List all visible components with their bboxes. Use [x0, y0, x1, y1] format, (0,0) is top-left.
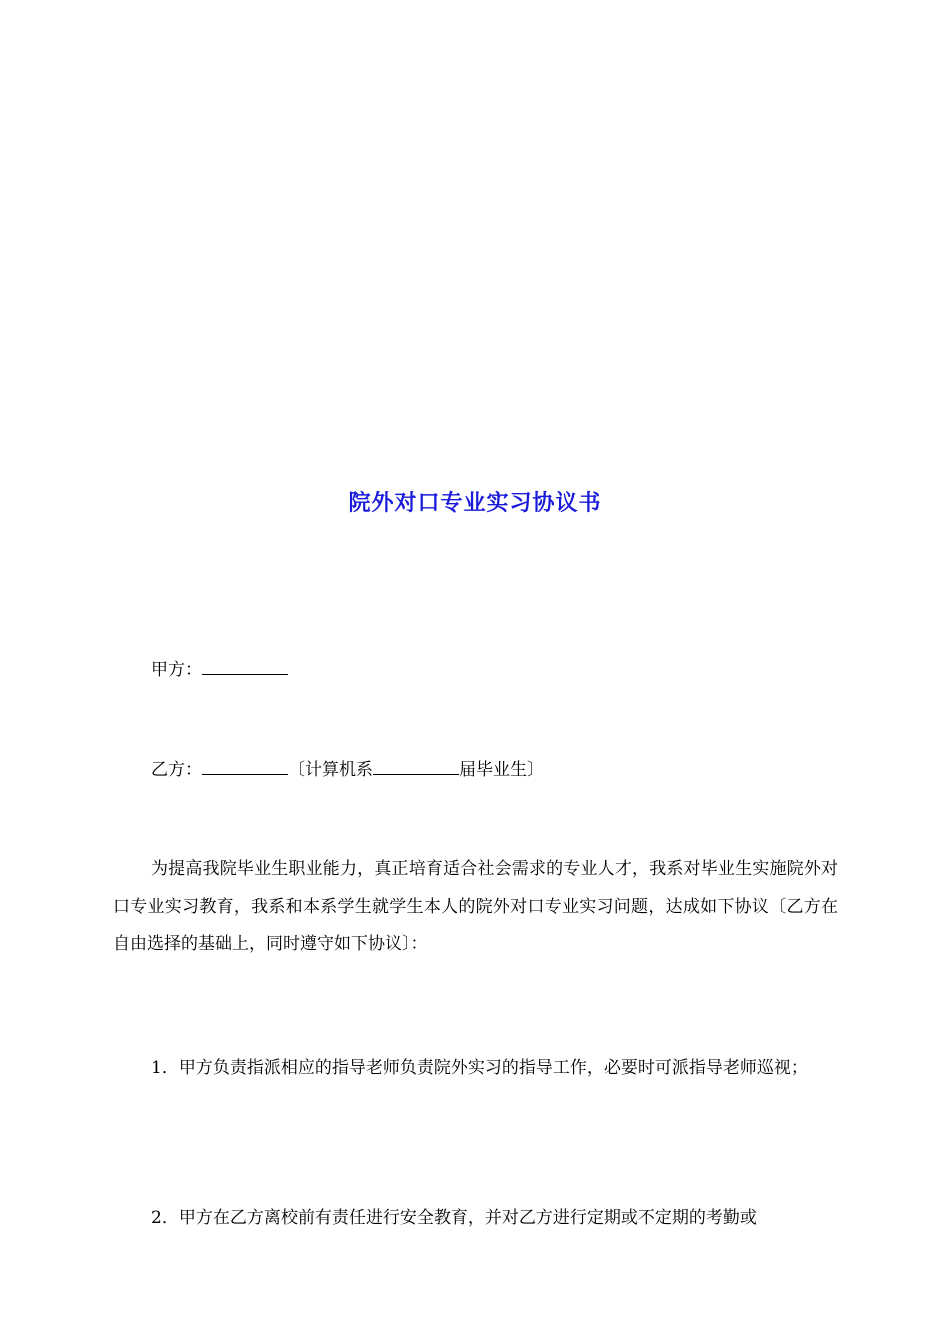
clause-1-paragraph: 1．甲方负责指派相应的指导老师负责院外实习的指导工作，必要时可派指导老师巡视； — [151, 1058, 808, 1078]
party-b-blank — [202, 758, 288, 775]
party-a-label: 甲方： — [151, 660, 202, 680]
party-b-label: 乙方： — [151, 760, 202, 780]
document-title: 院外对口专业实习协议书 — [348, 490, 602, 516]
party-b-line — [151, 758, 544, 782]
party-b-note-close: 届毕业生〕 — [459, 760, 544, 780]
clause-2-paragraph: 2．甲方在乙方离校前有责任进行安全教育，并对乙方进行定期或不定期的考勤或 — [151, 1208, 757, 1228]
intro-paragraph: 为提高我院毕业生职业能力，真正培育适合社会需求的专业人才，我系对毕业生实施院外对口专业实习教育，我系和本系学生就学生本人的院外对口专业实习问题，达成如下协议〔乙方在自由选择的基础上，同时遵守如下协议〕： — [113, 859, 838, 954]
party-a-blank — [202, 658, 288, 675]
graduation-year-blank — [373, 758, 459, 775]
party-a-line — [151, 658, 288, 682]
party-b-note-open: 〔计算机系 — [288, 760, 373, 780]
